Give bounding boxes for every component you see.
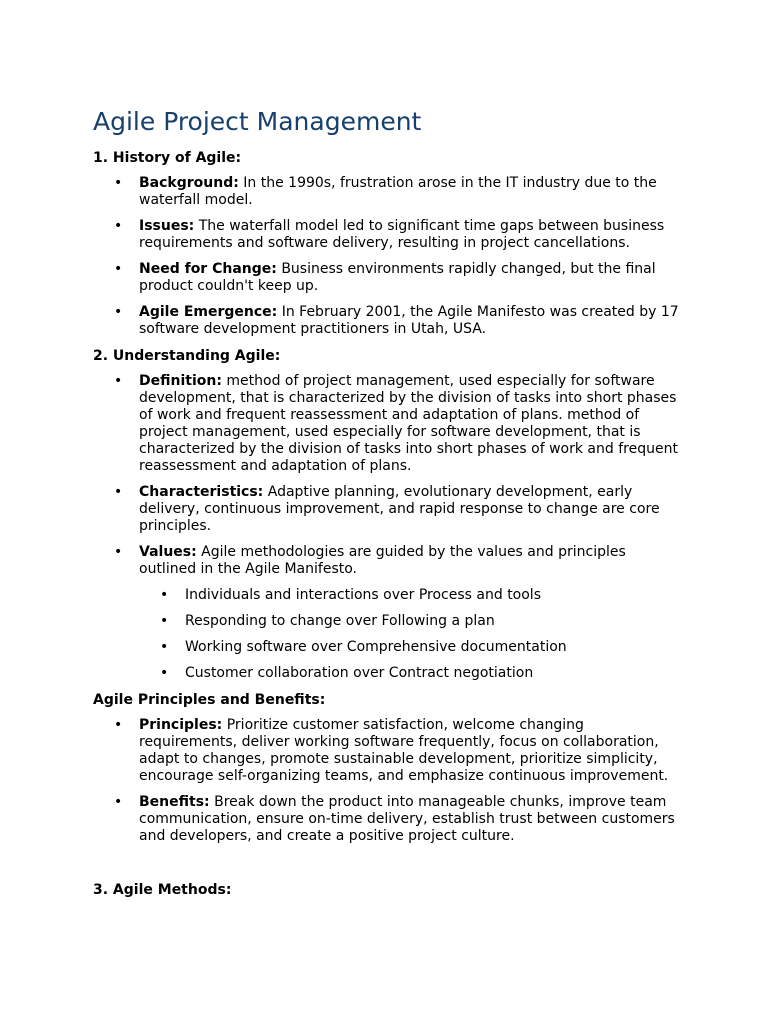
section-heading-principles: Agile Principles and Benefits: (93, 692, 326, 708)
item-text: method of project management, used especially for software development, that is characterized by the division of tasks into short phases of work and frequent reassessment and adaptation of plans. method of project management, used especially for software development, that is characterized by the division of tasks into short phases of work and frequent reassessment and adaptation of plans. (139, 373, 678, 474)
section-heading-methods: 3. Agile Methods: (93, 882, 232, 898)
item-label: Need for Change: (139, 261, 277, 277)
list-item (93, 484, 683, 535)
list-item (93, 373, 683, 475)
list-item (93, 218, 683, 252)
item-text: The waterfall model led to significant time gaps between business requirements and software delivery, resulting in project cancellations. (139, 218, 665, 251)
section-heading-history: 1. History of Agile: (93, 150, 242, 166)
sublist-item: • Working software over Comprehensive documentation (139, 639, 683, 656)
list-item (93, 717, 683, 785)
sublist-item: • Responding to change over Following a plan (139, 613, 683, 630)
item-text: In February 2001, the Agile Manifesto was created by 17 software development practitioners in Utah, USA. (139, 304, 679, 337)
item-label: Definition: (139, 373, 222, 389)
item-label: Issues: (139, 218, 195, 234)
item-label: Background: (139, 175, 239, 191)
item-label: Agile Emergence: (139, 304, 278, 320)
item-label: Benefits: (139, 794, 210, 810)
values-sublist (139, 587, 683, 682)
principles-list (93, 717, 683, 845)
section-heading-understanding: 2. Understanding Agile: (93, 348, 281, 364)
list-item (93, 261, 683, 295)
history-list (93, 175, 683, 338)
list-item (93, 544, 683, 682)
item-text: In the 1990s, frustration arose in the IT industry due to the waterfall model. (139, 175, 657, 208)
page-title: Agile Project Management (93, 107, 422, 136)
list-item (93, 175, 683, 209)
sublist-item: • Individuals and interactions over Process and tools (139, 587, 683, 604)
spacer (93, 854, 683, 881)
sublist-item: • Customer collaboration over Contract negotiation (139, 665, 683, 682)
item-text: Break down the product into manageable chunks, improve team communication, ensure on-time delivery, establish trust between customers and developers, and create a positive project culture. (139, 794, 675, 844)
list-item (93, 304, 683, 338)
item-label: Values: (139, 544, 197, 560)
item-label: Characteristics: (139, 484, 264, 500)
understanding-list (93, 373, 683, 682)
item-text: Adaptive planning, evolutionary development, early delivery, continuous improvement, and rapid response to change are core principles. (139, 484, 660, 534)
list-item (93, 794, 683, 845)
item-label: Principles: (139, 717, 223, 733)
item-text: Agile methodologies are guided by the values and principles outlined in the Agile Manifesto. (139, 544, 626, 577)
item-text: Business environments rapidly changed, but the final product couldn't keep up. (139, 261, 656, 294)
item-text: Prioritize customer satisfaction, welcome changing requirements, deliver working software frequently, focus on collaboration, adapt to changes, promote sustainable development, prioritize simplicity, encourage self-organizing teams, and emphasize continuous improvement. (139, 717, 669, 784)
document-page (93, 106, 683, 907)
